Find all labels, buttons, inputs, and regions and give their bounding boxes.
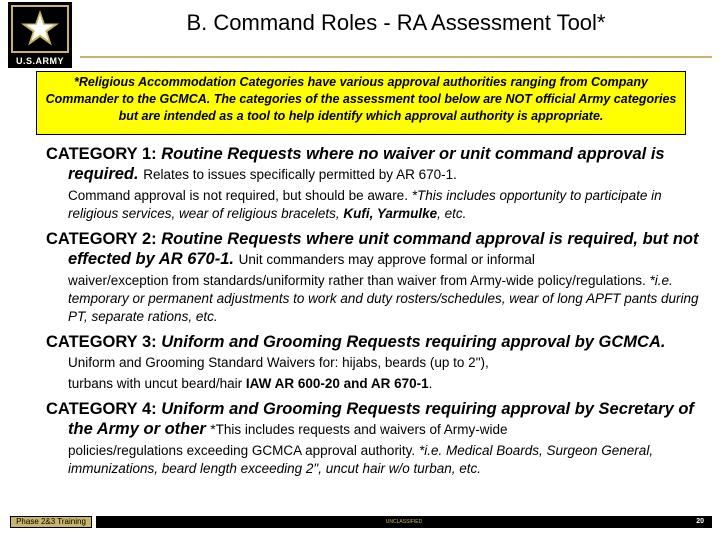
category-3-heading: Uniform and Grooming Requests requiring approval by GCMCA. <box>161 333 666 351</box>
footer-classification: UNCLASSIFIED <box>385 519 423 525</box>
category-2 <box>46 229 706 326</box>
category-3-main <box>46 332 706 373</box>
category-4-rest: *This includes requests and waivers of Army-wide <box>210 422 508 437</box>
category-2-label: CATEGORY 2: <box>46 230 157 248</box>
category-2-heading: Routine Requests where unit command approval is required, but not effected by AR 670-1. <box>68 230 699 268</box>
title-divider <box>80 56 712 58</box>
category-1-detail-plain: Command approval is not required, but should be aware. <box>68 188 412 203</box>
category-1-main <box>46 144 706 185</box>
category-3-label: CATEGORY 3: <box>46 333 157 351</box>
page-title: B. Command Roles - RA Assessment Tool* <box>186 10 606 35</box>
category-1 <box>46 144 706 223</box>
category-4 <box>46 399 706 478</box>
army-logo-text: U.S.ARMY <box>15 56 64 66</box>
category-2-detail-italic: *i.e. temporary or permanent adjustments to work and duty rosters/schedules, wear of long APFT pants during PT, separate rations, etc. <box>68 273 699 324</box>
category-4-detail-plain: policies/regulations exceeding GCMCA approval authority. <box>68 443 419 458</box>
category-1-detail-bold: Kufi, Yarmulke <box>343 206 438 221</box>
category-4-label: CATEGORY 4: <box>46 400 157 418</box>
category-3-detail-end: . <box>428 376 433 391</box>
category-1-detail <box>68 187 706 223</box>
category-3-rest: Uniform and Grooming Standard Waivers for: hijabs, beards (up to 2"), <box>68 355 489 370</box>
footer-bar <box>96 516 712 528</box>
category-4-heading: Uniform and Grooming Requests requiring approval by Secretary of the Army or other <box>68 400 694 438</box>
category-1-detail-italic: *This includes opportunity to participate in religious services, wear of religious bracelets, <box>68 188 662 221</box>
category-3 <box>46 332 706 393</box>
category-4-main <box>46 399 706 440</box>
category-1-rest: Relates to issues specifically permitted by AR 670-1. <box>143 167 457 182</box>
category-3-detail <box>68 375 706 393</box>
category-2-detail-plain: waiver/exception from standards/uniformity rather than waiver from Army-wide policy/regulations. <box>68 273 650 288</box>
category-4-detail <box>68 442 706 478</box>
army-star-icon <box>8 2 72 56</box>
footer-training-label: Phase 2&3 Training <box>10 516 92 528</box>
category-4-detail-italic: *i.e. Medical Boards, Surgeon General, immunizations, beard length exceeding 2", uncut hair w/o turban, etc. <box>68 443 654 476</box>
notice-box: *Religious Accommodation Categories have various approval authorities ranging from Company Commander to the GCMCA. The categories of the assessment tool below are NOT official Army categories but are intended as a tool to help identify which approval authority is appropriate. <box>36 71 686 135</box>
category-1-detail-end: , etc. <box>437 206 467 221</box>
category-3-detail-bold: IAW AR 600-20 and AR 670-1 <box>245 376 429 391</box>
category-3-detail-plain: turbans with uncut beard/hair <box>68 376 246 391</box>
category-1-label: CATEGORY 1: <box>46 145 157 163</box>
category-2-rest: Unit commanders may approve formal or informal <box>238 252 535 267</box>
page-number: 20 <box>696 518 704 525</box>
category-1-heading: Routine Requests where no waiver or unit command approval is required. <box>68 145 665 183</box>
army-logo <box>8 2 72 68</box>
category-2-detail <box>68 272 706 326</box>
category-list <box>46 144 706 484</box>
category-2-main <box>46 229 706 270</box>
